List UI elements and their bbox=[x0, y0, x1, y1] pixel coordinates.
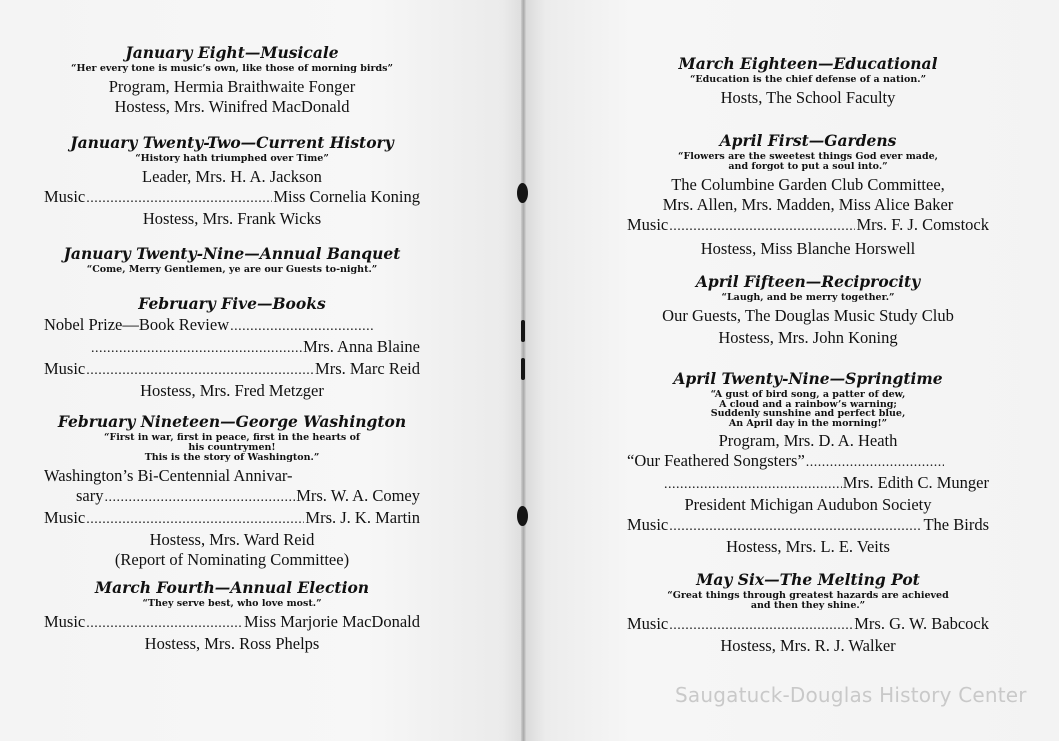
book-review-line: Nobel Prize—Book Review ..... bbox=[44, 315, 374, 337]
event-quote: “They serve best, who love most.” bbox=[142, 598, 322, 609]
event-quote: “Great things through greatest hazards are achieved and then they shine.” bbox=[667, 590, 949, 611]
event-quote: “Her every tone is music’s own, like those of morning birds” bbox=[71, 63, 393, 74]
event-february-nineteen bbox=[44, 412, 420, 570]
hostess-line: Hostess, Mrs. Ward Reid bbox=[149, 530, 315, 549]
hostess-line: Hostess, Mrs. Ross Phelps bbox=[144, 634, 320, 653]
event-title: April Fifteen—Reciprocity bbox=[695, 272, 921, 291]
hostess-line: Hostess, Mrs. Fred Metzger bbox=[140, 381, 324, 400]
event-quote: “Laugh, and be merry together.” bbox=[721, 292, 895, 303]
event-title: May Six—The Melting Pot bbox=[696, 570, 920, 589]
event-quote: “Come, Merry Gentlemen, ye are our Guests to-night.” bbox=[86, 264, 378, 275]
program-line: Program, Mrs. D. A. Heath bbox=[718, 431, 898, 450]
program-line: Program, Hermia Braithwaite Fonger bbox=[108, 77, 356, 96]
hostess-line: Hostess, Mrs. Frank Wicks bbox=[142, 209, 322, 228]
event-quote: “Education is the chief defense of a nation.” bbox=[689, 74, 927, 85]
event-title: April Twenty-Nine—Springtime bbox=[673, 369, 943, 388]
event-april-first bbox=[627, 131, 989, 259]
event-quote: “A gust of bird song, a patter of dew, A cloud and a rainbow’s warning; Suddenly sunshine and perfect blue, An April day in the morning!” bbox=[710, 389, 906, 429]
event-quote: “History hath triumphed over Time” bbox=[135, 153, 329, 164]
staple-slit-upper bbox=[521, 320, 525, 342]
talk-line: Washington’s Bi-Centennial Annivar- bbox=[44, 466, 293, 485]
talk-line: “Our Feathered Songsters” ..... bbox=[627, 451, 945, 473]
talk-presenter-line: sary ..... Mrs. W. A. Comey bbox=[44, 486, 420, 508]
staple-hole-top bbox=[517, 183, 528, 203]
event-title: March Fourth—Annual Election bbox=[94, 578, 370, 597]
event-january-eight bbox=[44, 43, 420, 117]
event-january-twenty-nine bbox=[44, 244, 420, 278]
music-line: Music ..... Miss Cornelia Koning bbox=[44, 187, 420, 209]
event-title: January Eight—Musicale bbox=[125, 43, 339, 62]
committee-members-line: Mrs. Allen, Mrs. Madden, Miss Alice Baker bbox=[662, 195, 954, 214]
society-line: President Michigan Audubon Society bbox=[684, 495, 932, 514]
book-review-presenter: ..... Mrs. Anna Blaine bbox=[44, 337, 420, 359]
watermark-text: Saugatuck-Douglas History Center bbox=[675, 683, 1027, 707]
music-line: Music ..... Mrs. Marc Reid bbox=[44, 359, 420, 381]
event-april-fifteen bbox=[627, 272, 989, 348]
hostess-line: Hostess, Mrs. John Koning bbox=[718, 328, 898, 347]
event-title: January Twenty-Two—Current History bbox=[70, 133, 394, 152]
event-january-twenty-two bbox=[44, 133, 420, 229]
event-march-fourth bbox=[44, 578, 420, 654]
guests-line: Our Guests, The Douglas Music Study Club bbox=[662, 306, 954, 325]
hostess-line: Hostess, Mrs. Winifred MacDonald bbox=[114, 97, 350, 116]
hostess-line: Hostess, Miss Blanche Horswell bbox=[700, 239, 916, 258]
music-line: Music ..... Miss Marjorie MacDonald bbox=[44, 612, 420, 634]
committee-line: The Columbine Garden Club Committee, bbox=[671, 175, 945, 194]
event-may-six bbox=[627, 570, 989, 656]
event-title: February Nineteen—George Washington bbox=[57, 412, 407, 431]
event-april-twenty-nine bbox=[627, 369, 989, 557]
hosts-line: Hosts, The School Faculty bbox=[720, 88, 896, 107]
event-quote: “Flowers are the sweetest things God ever made, and forgot to put a soul into.” bbox=[678, 151, 938, 172]
leader-line: Leader, Mrs. H. A. Jackson bbox=[142, 167, 322, 186]
music-line: Music ..... Mrs. F. J. Comstock bbox=[627, 215, 989, 237]
music-line: Music ..... Mrs. J. K. Martin bbox=[44, 508, 420, 530]
talk-presenter-line: ..... Mrs. Edith C. Munger bbox=[627, 473, 989, 495]
hostess-line: Hostess, Mrs. L. E. Veits bbox=[726, 537, 890, 556]
event-title: March Eighteen—Educational bbox=[678, 54, 938, 73]
hostess-line: Hostess, Mrs. R. J. Walker bbox=[720, 636, 896, 655]
event-title: April First—Gardens bbox=[719, 131, 897, 150]
staple-hole-bottom bbox=[517, 506, 528, 526]
music-line: Music ..... Mrs. G. W. Babcock bbox=[627, 614, 989, 636]
event-quote: “First in war, first in peace, first in the hearts of his countrymen! This is the story of Washington.” bbox=[103, 432, 361, 463]
staple-slit-lower bbox=[521, 358, 525, 380]
event-february-five bbox=[44, 294, 420, 401]
event-title: January Twenty-Nine—Annual Banquet bbox=[63, 244, 401, 263]
event-march-eighteen bbox=[627, 54, 989, 108]
music-line: Music ..... The Birds bbox=[627, 515, 989, 537]
event-title: February Five—Books bbox=[138, 294, 326, 313]
committee-note: (Report of Nominating Committee) bbox=[114, 550, 350, 569]
